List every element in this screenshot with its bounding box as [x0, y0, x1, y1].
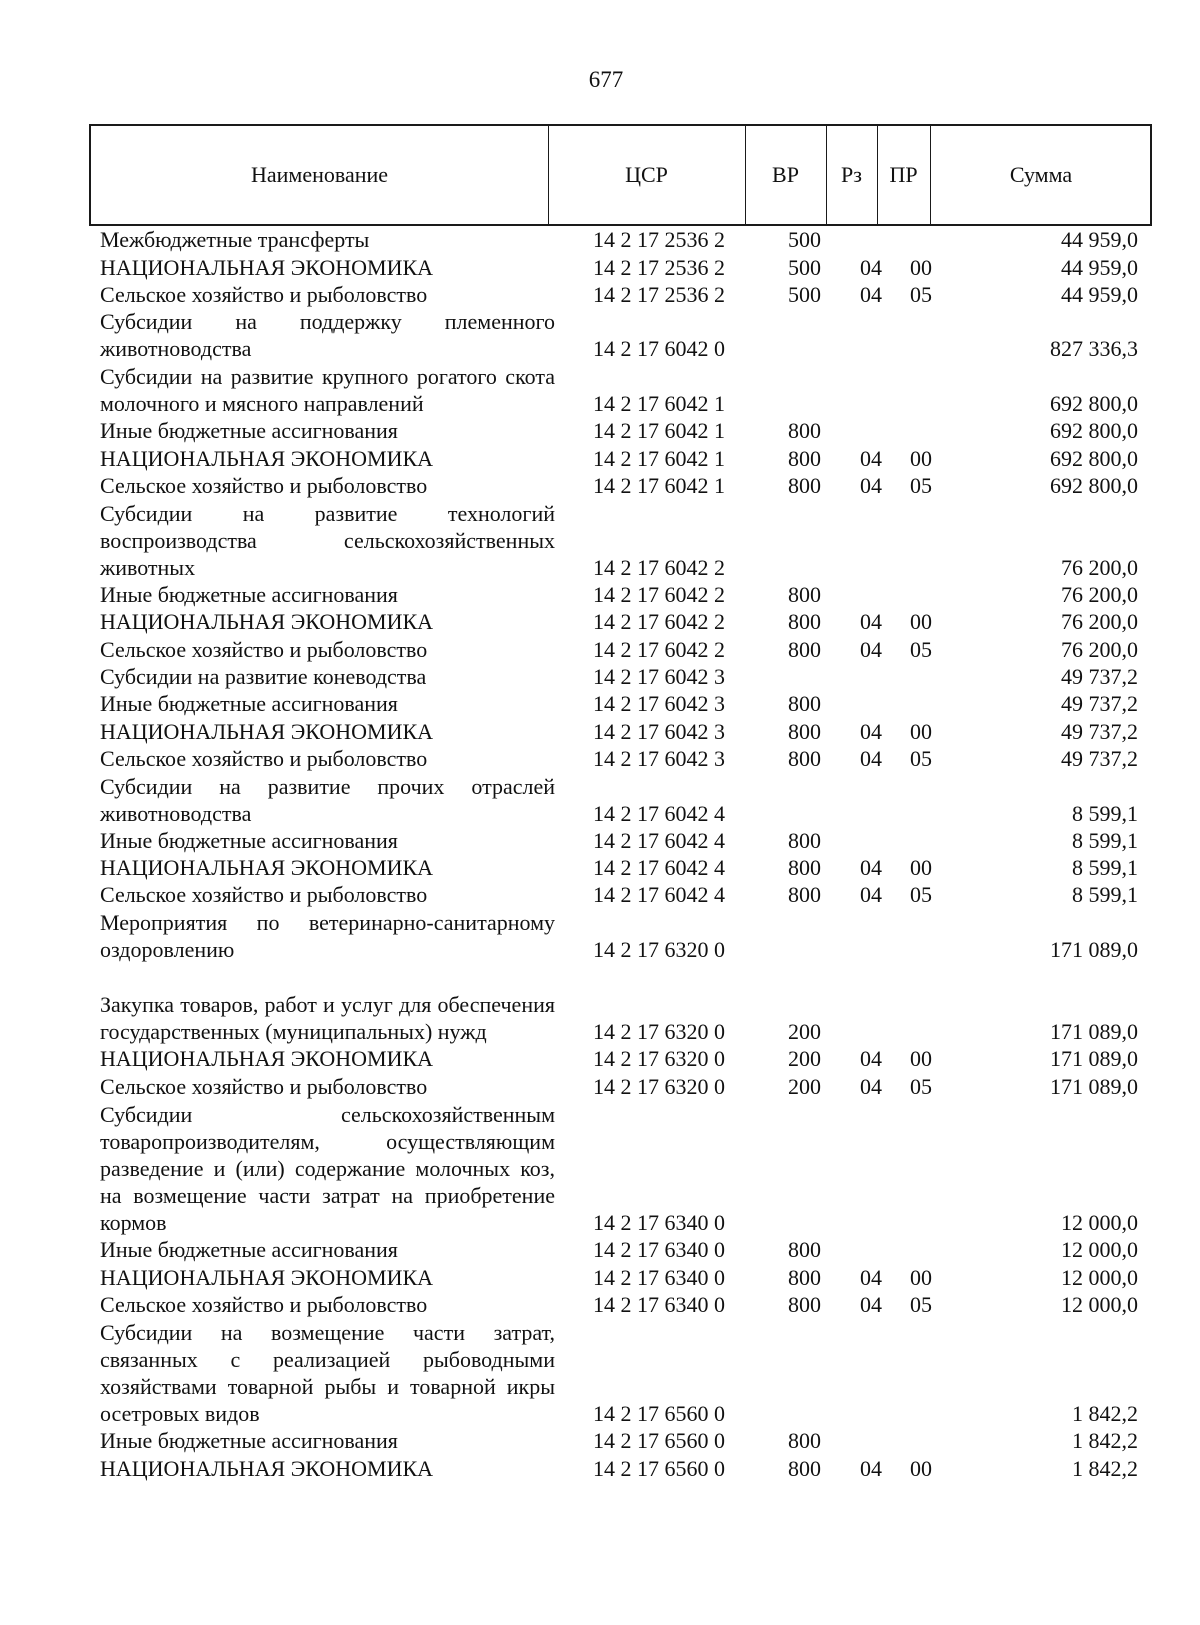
row-sum: 8 599,1: [1072, 855, 1138, 881]
row-pr: 05: [910, 1291, 932, 1317]
row-csr: 14 2 17 2536 2: [593, 281, 725, 307]
table-row: [0, 1263, 1200, 1290]
row-name: Субсидии на развитие технологий воспроизводства сельскохозяйственных животных: [100, 500, 555, 580]
row-sum: 76 200,0: [1061, 582, 1138, 608]
row-rz: 04: [860, 445, 882, 471]
row-csr: 14 2 17 6042 4: [593, 882, 725, 908]
table-row: [0, 909, 1200, 964]
row-vr: 800: [788, 636, 821, 662]
row-sum: 1 842,2: [1072, 1428, 1138, 1454]
row-rz: 04: [860, 1073, 882, 1099]
row-vr: 800: [788, 582, 821, 608]
row-sum: 8 599,1: [1072, 800, 1138, 826]
row-csr: 14 2 17 6560 0: [593, 1428, 725, 1454]
row-name: Иные бюджетные ассигнования: [100, 1237, 398, 1263]
row-sum: 171 089,0: [1050, 1046, 1138, 1072]
row-vr: 800: [788, 445, 821, 471]
row-sum: 76 200,0: [1061, 609, 1138, 635]
row-name: НАЦИОНАЛЬНАЯ ЭКОНОМИКА: [100, 445, 434, 471]
row-rz: 04: [860, 609, 882, 635]
row-csr: 14 2 17 6560 0: [593, 1455, 725, 1481]
row-vr: 800: [788, 1264, 821, 1290]
row-csr: 14 2 17 6340 0: [593, 1237, 725, 1263]
row-rz: 04: [860, 1291, 882, 1317]
row-rz: 04: [860, 1046, 882, 1072]
row-csr: 14 2 17 6042 2: [593, 554, 725, 580]
row-csr: 14 2 17 6042 4: [593, 800, 725, 826]
table-row: [0, 308, 1200, 363]
table-row: [0, 608, 1200, 635]
row-rz: 04: [860, 254, 882, 280]
row-csr: 14 2 17 6042 1: [593, 391, 725, 417]
table-row: [0, 363, 1200, 418]
row-name: Иные бюджетные ассигнования: [100, 691, 398, 717]
table-row: [0, 226, 1200, 253]
row-sum: 692 800,0: [1050, 472, 1138, 498]
row-vr: 800: [788, 1291, 821, 1317]
row-vr: 800: [788, 827, 821, 853]
row-vr: 500: [788, 281, 821, 307]
row-csr: 14 2 17 6042 2: [593, 609, 725, 635]
row-name: НАЦИОНАЛЬНАЯ ЭКОНОМИКА: [100, 1455, 434, 1481]
row-name: Межбюджетные трансферты: [100, 227, 370, 253]
row-csr: 14 2 17 6042 3: [593, 745, 725, 771]
row-pr: 00: [910, 609, 932, 635]
row-pr: 00: [910, 445, 932, 471]
row-sum: 49 737,2: [1061, 664, 1138, 690]
table-row: [0, 1318, 1200, 1427]
row-vr: 800: [788, 1237, 821, 1263]
row-csr: 14 2 17 6042 4: [593, 827, 725, 853]
header-name: Наименование: [250, 162, 389, 187]
header-rz: Рз: [841, 162, 862, 187]
table-header: [89, 124, 1152, 226]
row-name: Сельское хозяйство и рыболовство: [100, 1073, 428, 1099]
table-row: [0, 1100, 1200, 1237]
row-sum: 692 800,0: [1050, 391, 1138, 417]
table-row: [0, 1045, 1200, 1072]
row-csr: 14 2 17 2536 2: [593, 254, 725, 280]
row-csr: 14 2 17 6340 0: [593, 1291, 725, 1317]
table-row: [0, 417, 1200, 444]
row-vr: 800: [788, 882, 821, 908]
row-csr: 14 2 17 6042 1: [593, 418, 725, 444]
page-number: 677: [588, 67, 624, 92]
table-row: [0, 827, 1200, 854]
table-row: [0, 636, 1200, 663]
row-name: НАЦИОНАЛЬНАЯ ЭКОНОМИКА: [100, 1046, 434, 1072]
row-vr: 800: [788, 609, 821, 635]
row-name: Сельское хозяйство и рыболовство: [100, 636, 428, 662]
row-sum: 171 089,0: [1050, 1018, 1138, 1044]
row-name: Сельское хозяйство и рыболовство: [100, 1291, 428, 1317]
table-row: [0, 472, 1200, 499]
row-csr: 14 2 17 6042 2: [593, 582, 725, 608]
row-csr: 14 2 17 6042 3: [593, 691, 725, 717]
row-rz: 04: [860, 882, 882, 908]
row-name: Субсидии на развитие крупного рогатого скота молочного и мясного направлений: [100, 364, 555, 417]
row-name: Мероприятия по ветеринарно-санитарному оздоровлению: [100, 910, 555, 963]
row-sum: 1 842,2: [1072, 1455, 1138, 1481]
row-sum: 49 737,2: [1061, 718, 1138, 744]
header-pr: ПР: [889, 162, 918, 187]
row-csr: 14 2 17 6042 0: [593, 336, 725, 362]
table-row: [0, 281, 1200, 308]
row-rz: 04: [860, 745, 882, 771]
row-sum: 1 842,2: [1072, 1401, 1138, 1427]
row-vr: 800: [788, 1428, 821, 1454]
row-pr: 05: [910, 882, 932, 908]
row-sum: 12 000,0: [1061, 1291, 1138, 1317]
row-csr: 14 2 17 6320 0: [593, 1018, 725, 1044]
row-pr: 05: [910, 745, 932, 771]
row-rz: 04: [860, 1455, 882, 1481]
row-pr: 00: [910, 1046, 932, 1072]
row-sum: 44 959,0: [1061, 281, 1138, 307]
row-sum: 692 800,0: [1050, 418, 1138, 444]
row-csr: 14 2 17 6340 0: [593, 1264, 725, 1290]
row-name: Иные бюджетные ассигнования: [100, 827, 398, 853]
row-rz: 04: [860, 281, 882, 307]
table-row: [0, 499, 1200, 581]
row-vr: 800: [788, 1455, 821, 1481]
row-csr: 14 2 17 6320 0: [593, 1073, 725, 1099]
table-row: [0, 663, 1200, 690]
row-rz: 04: [860, 636, 882, 662]
row-pr: 05: [910, 472, 932, 498]
row-sum: 827 336,3: [1050, 336, 1138, 362]
row-sum: 12 000,0: [1061, 1237, 1138, 1263]
row-name: Сельское хозяйство и рыболовство: [100, 472, 428, 498]
row-name: Сельское хозяйство и рыболовство: [100, 882, 428, 908]
row-pr: 00: [910, 1455, 932, 1481]
row-sum: 8 599,1: [1072, 882, 1138, 908]
row-name: НАЦИОНАЛЬНАЯ ЭКОНОМИКА: [100, 718, 434, 744]
table-row: [0, 717, 1200, 744]
row-sum: 12 000,0: [1061, 1210, 1138, 1236]
row-sum: 76 200,0: [1061, 636, 1138, 662]
table-row: [0, 444, 1200, 471]
row-vr: 800: [788, 691, 821, 717]
row-name: НАЦИОНАЛЬНАЯ ЭКОНОМИКА: [100, 1264, 434, 1290]
table-row: [0, 1236, 1200, 1263]
row-rz: 04: [860, 1264, 882, 1290]
row-name: Сельское хозяйство и рыболовство: [100, 745, 428, 771]
row-sum: 171 089,0: [1050, 937, 1138, 963]
row-sum: 49 737,2: [1061, 745, 1138, 771]
row-csr: 14 2 17 6560 0: [593, 1401, 725, 1427]
table-row: [0, 854, 1200, 881]
header-sum: Сумма: [1009, 162, 1073, 187]
row-csr: 14 2 17 6042 2: [593, 636, 725, 662]
row-pr: 00: [910, 855, 932, 881]
row-name: Субсидии на развитие прочих отраслей животноводства: [100, 773, 555, 826]
row-name: Закупка товаров, работ и услуг для обеспечения государственных (муниципальных) нужд: [100, 991, 555, 1044]
row-csr: 14 2 17 6042 1: [593, 445, 725, 471]
row-vr: 800: [788, 418, 821, 444]
row-pr: 05: [910, 1073, 932, 1099]
table-row: [0, 1072, 1200, 1099]
row-rz: 04: [860, 472, 882, 498]
row-sum: 171 089,0: [1050, 1073, 1138, 1099]
row-pr: 00: [910, 718, 932, 744]
table-row: [0, 690, 1200, 717]
row-csr: 14 2 17 2536 2: [593, 227, 725, 253]
row-csr: 14 2 17 6340 0: [593, 1210, 725, 1236]
row-name: Иные бюджетные ассигнования: [100, 418, 398, 444]
row-vr: 500: [788, 227, 821, 253]
row-vr: 800: [788, 745, 821, 771]
row-name: Сельское хозяйство и рыболовство: [100, 281, 428, 307]
row-vr: 800: [788, 718, 821, 744]
row-name: Субсидии сельскохозяйственным товаропроизводителям, осуществляющим разведение и (или) содержание молочных коз, на возмещение части затрат на приобретение кормов: [100, 1102, 555, 1236]
row-pr: 00: [910, 1264, 932, 1290]
row-name: Субсидии на развитие коневодства: [100, 664, 427, 690]
row-name: Субсидии на возмещение части затрат, связанных с реализацией рыбоводными хозяйствами товарной рыбы и товарной икры осетровых видов: [100, 1320, 555, 1427]
row-csr: 14 2 17 6320 0: [593, 937, 725, 963]
row-name: Иные бюджетные ассигнования: [100, 1428, 398, 1454]
row-sum: 49 737,2: [1061, 691, 1138, 717]
row-csr: 14 2 17 6042 1: [593, 472, 725, 498]
row-sum: 44 959,0: [1061, 227, 1138, 253]
row-sum: 12 000,0: [1061, 1264, 1138, 1290]
row-csr: 14 2 17 6042 3: [593, 718, 725, 744]
row-vr: 500: [788, 254, 821, 280]
table-row: [0, 881, 1200, 908]
row-rz: 04: [860, 855, 882, 881]
table-row: [0, 1427, 1200, 1454]
table-row: [0, 1291, 1200, 1318]
row-pr: 05: [910, 636, 932, 662]
row-vr: 800: [788, 472, 821, 498]
row-name: Субсидии на поддержку племенного животноводства: [100, 309, 555, 362]
row-name: НАЦИОНАЛЬНАЯ ЭКОНОМИКА: [100, 855, 434, 881]
row-csr: 14 2 17 6042 4: [593, 855, 725, 881]
row-name: НАЦИОНАЛЬНАЯ ЭКОНОМИКА: [100, 609, 434, 635]
table-row: [0, 581, 1200, 608]
row-vr: 200: [788, 1018, 821, 1044]
row-csr: 14 2 17 6320 0: [593, 1046, 725, 1072]
row-vr: 200: [788, 1046, 821, 1072]
row-sum: 44 959,0: [1061, 254, 1138, 280]
row-name: Иные бюджетные ассигнования: [100, 582, 398, 608]
table-row: [0, 772, 1200, 827]
row-sum: 76 200,0: [1061, 554, 1138, 580]
row-sum: 8 599,1: [1072, 827, 1138, 853]
row-csr: 14 2 17 6042 3: [593, 664, 725, 690]
row-vr: 200: [788, 1073, 821, 1099]
row-rz: 04: [860, 718, 882, 744]
row-pr: 00: [910, 254, 932, 280]
table-row: [0, 1455, 1200, 1482]
table-row: [0, 253, 1200, 280]
row-name: НАЦИОНАЛЬНАЯ ЭКОНОМИКА: [100, 254, 434, 280]
row-pr: 05: [910, 281, 932, 307]
table-row: [0, 745, 1200, 772]
table-row: [0, 963, 1200, 1045]
row-sum: 692 800,0: [1050, 445, 1138, 471]
header-csr: ЦСР: [625, 162, 668, 187]
header-vr: ВР: [772, 162, 799, 187]
row-vr: 800: [788, 855, 821, 881]
